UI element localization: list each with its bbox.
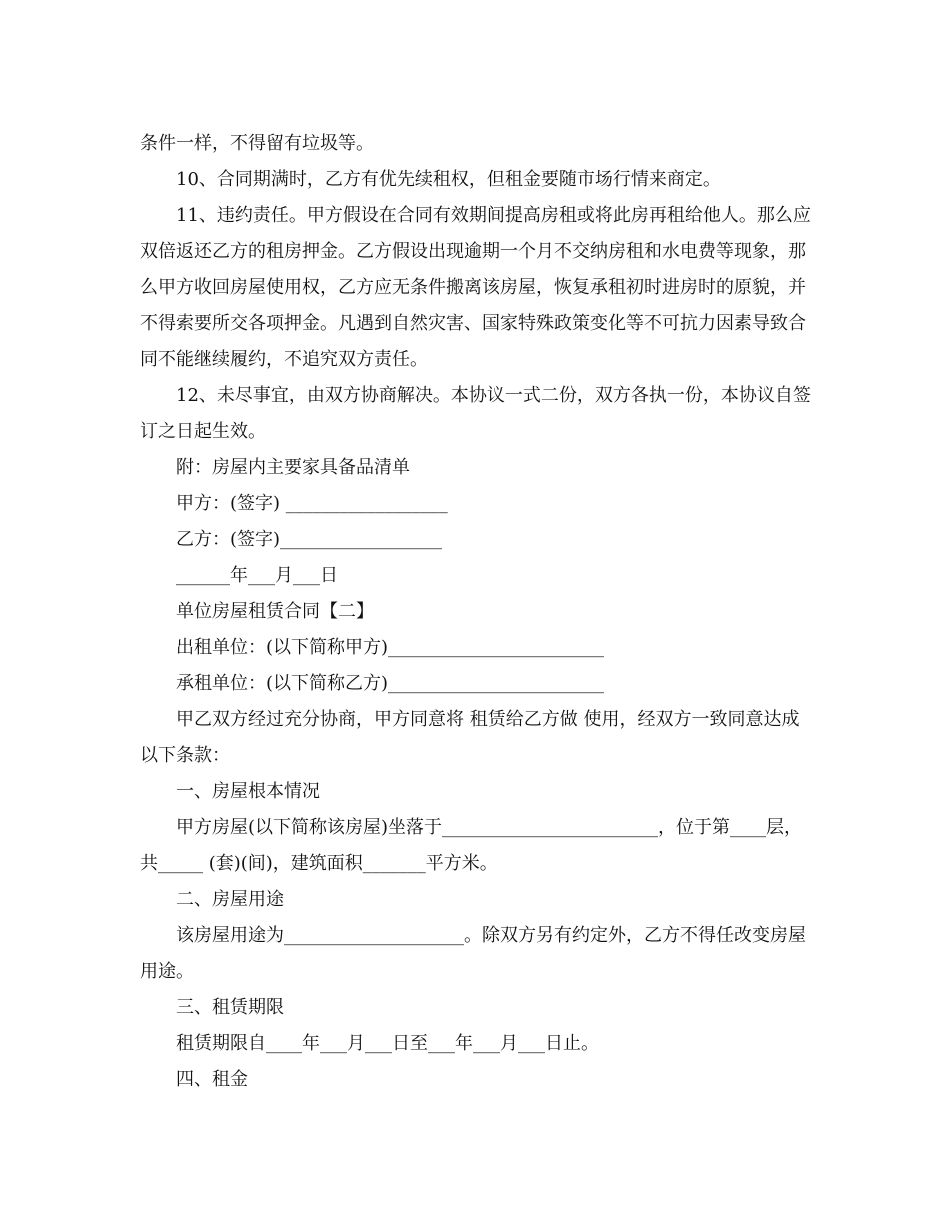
heading-basic-info: 一、房屋根本情况 [176, 781, 320, 802]
paragraph-agreement: 甲乙双方经过充分协商，甲方同意将 租赁给乙方做 使用，经双方一致同意达成以下条款： [140, 709, 800, 766]
lessee-line: 承租单位：(以下简称乙方)________________________ [176, 673, 605, 694]
paragraph-clause-11: 11、违约责任。甲方假设在合同有效期间提高房租或将此房再租给他人。那么应双倍返还乙方的租房押金。乙方假设出现逾期一个月不交纳房租和水电费等现象，那么甲方收回房屋使用权，乙方应无条件搬离该房屋，恢复承租初时进房时的原貌，并不得索要所交各项押金。凡遇到自然灾害、国家特殊政策变化等不可抗力因素导致合同不能继续履约，不追究双方责任。 [140, 205, 811, 370]
paragraph-basic-info: 甲方房屋(以下简称该房屋)坐落于________________________，位于第____层，共_____ (套)(间)，建筑面积_______平方米。 [140, 817, 803, 874]
paragraph-term: 租赁期限自____年___月___日至___年___月___日止。 [176, 1033, 599, 1054]
paragraph-clause-10: 10、合同期满时，乙方有优先续租权，但租金要随市场行情来商定。 [176, 169, 721, 190]
heading-term: 三、租赁期限 [176, 997, 284, 1018]
document-body [140, 126, 812, 1098]
heading-rent: 四、租金 [176, 1069, 248, 1090]
signature-party-a: 甲方：(签字) __________________ [176, 493, 448, 514]
lessor-line: 出租单位：(以下简称甲方)________________________ [176, 637, 605, 658]
signature-party-b: 乙方：(签字)__________________ [176, 529, 443, 550]
signature-date: ______年___月___日 [176, 565, 338, 586]
paragraph-cleanup: 条件一样，不得留有垃圾等。 [140, 133, 374, 154]
paragraph-clause-12: 12、未尽事宜，由双方协商解决。本协议一式二份，双方各执一份，本协议自签订之日起生效。 [140, 385, 811, 442]
heading-usage: 二、房屋用途 [176, 889, 284, 910]
paragraph-usage: 该房屋用途为____________________。除双方另有约定外，乙方不得任改变房屋用途。 [140, 925, 806, 982]
paragraph-appendix: 附：房屋内主要家具备品清单 [176, 457, 410, 478]
section-title-contract-two: 单位房屋租赁合同【二】 [176, 601, 374, 622]
